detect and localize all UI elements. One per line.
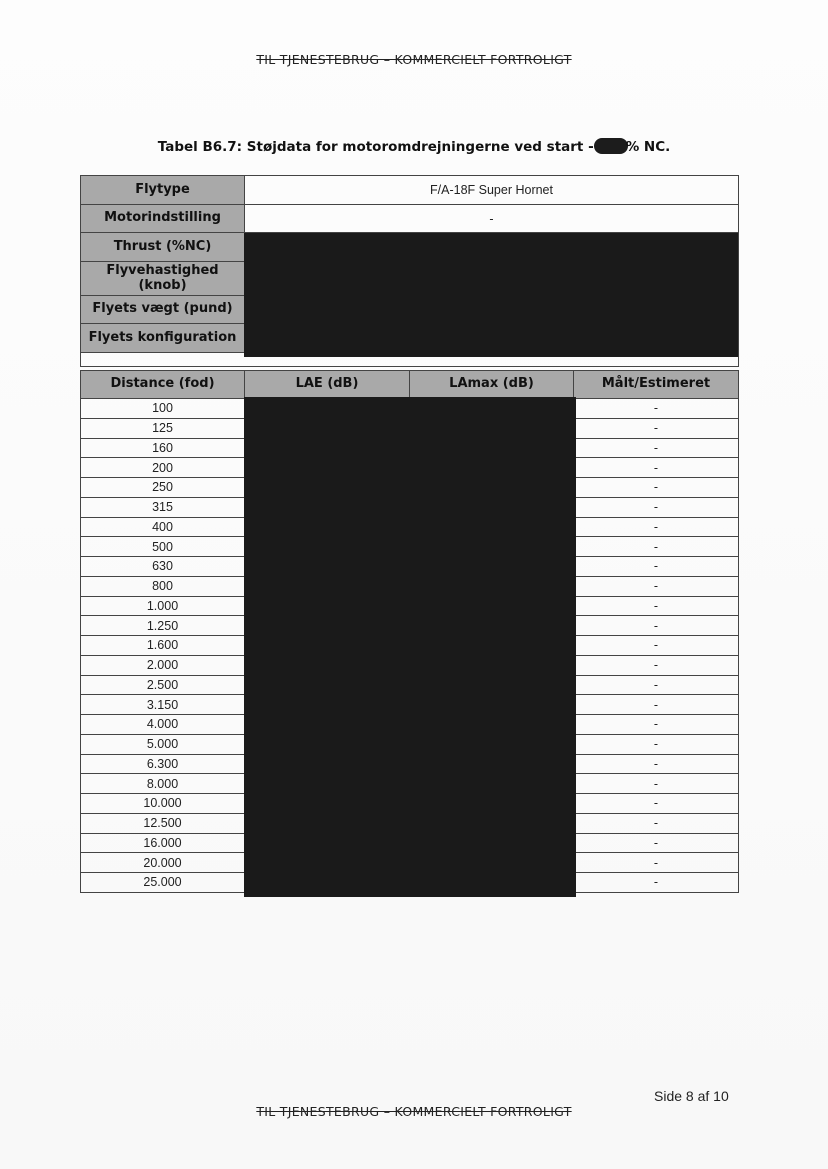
distance-cell: 800 — [81, 576, 245, 596]
redaction-block-noise-values — [244, 397, 576, 897]
measured-cell: - — [574, 557, 739, 577]
measured-cell: - — [574, 873, 739, 893]
measured-cell: - — [574, 438, 739, 458]
parameter-row — [81, 176, 739, 205]
measured-cell: - — [574, 833, 739, 853]
measured-cell: - — [574, 616, 739, 636]
distance-cell: 250 — [81, 478, 245, 498]
parameter-label: Flytype — [81, 176, 245, 205]
distance-cell: 500 — [81, 537, 245, 557]
measured-cell: - — [574, 695, 739, 715]
measured-cell: - — [574, 596, 739, 616]
measured-cell: - — [574, 478, 739, 498]
measured-cell: - — [574, 853, 739, 873]
page-number: Side 8 af 10 — [654, 1088, 729, 1104]
distance-cell: 125 — [81, 418, 245, 438]
distance-cell: 8.000 — [81, 774, 245, 794]
classification-footer: TIL TJENESTEBRUG – KOMMERCIELT FORTROLIGT — [256, 1104, 572, 1119]
distance-cell: 100 — [81, 399, 245, 419]
distance-cell: 200 — [81, 458, 245, 478]
parameter-row — [81, 205, 739, 233]
table-title — [0, 138, 828, 155]
measured-cell: - — [574, 399, 739, 419]
distance-cell: 1.250 — [81, 616, 245, 636]
measured-cell: - — [574, 715, 739, 735]
measured-cell: - — [574, 754, 739, 774]
distance-cell: 16.000 — [81, 833, 245, 853]
parameter-label: Flyets vægt (pund) — [81, 296, 245, 324]
distance-cell: 10.000 — [81, 794, 245, 814]
distance-cell: 2.500 — [81, 675, 245, 695]
distance-cell: 20.000 — [81, 853, 245, 873]
redaction-block-parameters — [244, 233, 738, 357]
redaction-mark — [594, 138, 628, 154]
measured-cell: - — [574, 517, 739, 537]
distance-cell: 5.000 — [81, 734, 245, 754]
distance-cell: 630 — [81, 557, 245, 577]
header-lamax: LAmax (dB) — [410, 371, 574, 399]
noise-table-header-row — [81, 371, 739, 399]
measured-cell: - — [574, 458, 739, 478]
measured-cell: - — [574, 734, 739, 754]
measured-cell: - — [574, 675, 739, 695]
distance-cell: 400 — [81, 517, 245, 537]
parameter-value: F/A-18F Super Hornet — [245, 176, 739, 205]
distance-cell: 4.000 — [81, 715, 245, 735]
parameter-label: Flyets konfiguration — [81, 324, 245, 353]
distance-cell: 315 — [81, 497, 245, 517]
distance-cell: 6.300 — [81, 754, 245, 774]
measured-cell: - — [574, 576, 739, 596]
distance-cell: 1.000 — [81, 596, 245, 616]
measured-cell: - — [574, 537, 739, 557]
table-title-prefix: Tabel B6.7: Støjdata for motoromdrejningerne ved start - — [157, 139, 594, 155]
parameter-label: Flyvehastighed (knob) — [81, 262, 245, 296]
distance-cell: 3.150 — [81, 695, 245, 715]
header-measured: Målt/Estimeret — [574, 371, 739, 399]
measured-cell: - — [574, 636, 739, 656]
table-title-suffix: % NC. — [625, 139, 671, 155]
header-distance: Distance (fod) — [81, 371, 245, 399]
classification-header: TIL TJENESTEBRUG – KOMMERCIELT FORTROLIGT — [256, 52, 572, 67]
measured-cell: - — [574, 655, 739, 675]
measured-cell: - — [574, 813, 739, 833]
measured-cell: - — [574, 794, 739, 814]
distance-cell: 25.000 — [81, 873, 245, 893]
parameter-label: Motorindstilling — [81, 205, 245, 233]
distance-cell: 1.600 — [81, 636, 245, 656]
distance-cell: 2.000 — [81, 655, 245, 675]
distance-cell: 12.500 — [81, 813, 245, 833]
distance-cell: 160 — [81, 438, 245, 458]
parameter-label: Thrust (%NC) — [81, 233, 245, 262]
measured-cell: - — [574, 774, 739, 794]
header-lae: LAE (dB) — [245, 371, 410, 399]
measured-cell: - — [574, 497, 739, 517]
measured-cell: - — [574, 418, 739, 438]
parameter-value: - — [245, 205, 739, 233]
